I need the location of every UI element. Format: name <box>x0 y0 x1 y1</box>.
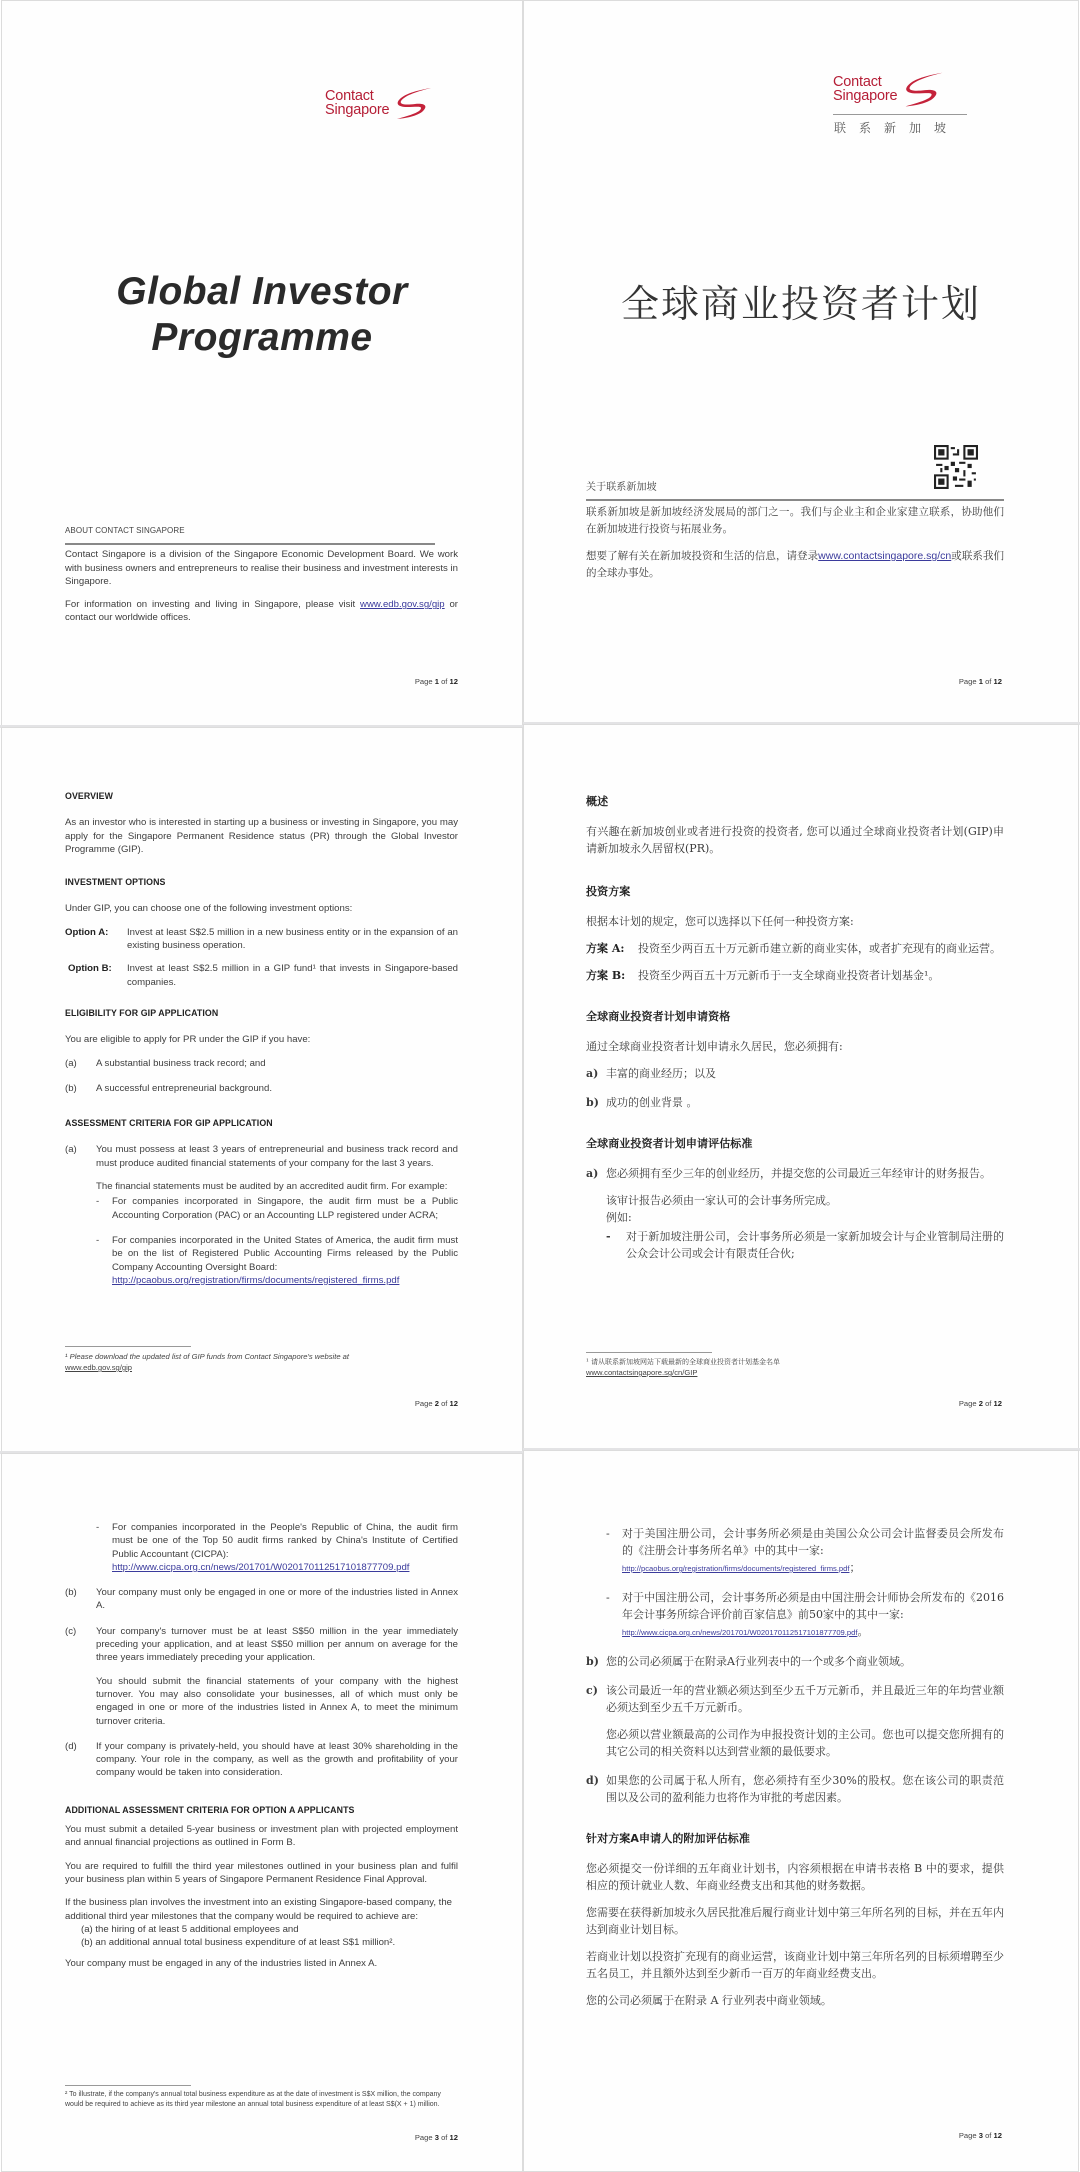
overview-heading: 概述 <box>586 795 609 808</box>
criteria-a-text: You must possess at least 3 years of entrepreneurial and business track record and must produce audited financial statements of your company for the last 3 years. <box>96 1144 458 1169</box>
criteria-a-text: 您必须拥有至少三年的创业经历，并提交您的公司最近三年经审计的财务报告。 <box>606 1167 991 1180</box>
option-label: Option B: <box>68 963 112 975</box>
eligibility-item: (b) A successful entrepreneurial background. <box>65 1082 272 1094</box>
about-section <box>586 479 1004 592</box>
investment-options-heading: INVESTMENT OPTIONS <box>65 877 166 888</box>
logo-text-line2: Singapore <box>325 102 390 118</box>
additional-p3: If the business plan involves the investment into an existing Singapore-based company, the additional third year milestones that the company would be required to achieve are: <box>65 1897 453 1922</box>
criteria-item-a: (a) You must possess at least 3 years of entrepreneurial and business track record and must produce audited financial statements of your company for the last 3 years. The financial statements must be audited by an accredited audit firm. For example: - For companies incorporated in Singapore, the audit firm must be a Public Accounting Corporation (PAC) or an Accounting LLP registered under ACRA; - For companies incorporated in the United States of America, the audit firm must be on the list of Registered Public Accounting Firms released by the Public Company Accounting Oversight Board: http://pcaobus.org/registration/firms/documents/registered_firms.pdf <box>65 1144 458 1286</box>
about-heading: 关于联系新加坡 <box>586 482 657 493</box>
page-number: Page 3 of 12 <box>414 2133 458 2142</box>
page-title-en <box>2 269 522 361</box>
criteria-item-d: d) 如果您的公司属于私人所有，您必须持有至少30%的股权。您在该公司的职责范围以及公司的盈利能力也将作为审批的考虑因素。 <box>586 1774 1004 1804</box>
page-title-cn: 全球商业投资者计划 <box>620 282 981 326</box>
additional-p4: Your company must be engaged in any of the industries listed in Annex A. <box>65 1958 378 1970</box>
footnote <box>586 1352 1004 1378</box>
criteria-item-d: (d) If your company is privately-held, you should have at least 30% shareholding in the company. Your role in the company, as well as the growth and profitability of your company would be taken into consideration. <box>65 1740 458 1779</box>
options-intro: Under GIP, you can choose one of the following investment options: <box>65 903 353 915</box>
info-prefix: 想要了解有关在新加坡投资和生活的信息，请登录 <box>586 550 819 562</box>
logo-text-line1: Contact <box>833 74 882 90</box>
logo-chinese-name: 联系新加坡 <box>834 121 960 135</box>
page-1-chinese <box>523 0 1079 726</box>
page-2-chinese <box>523 724 1079 1450</box>
eligibility-intro: 通过全球商业投资者计划申请永久居民，您必须拥有: <box>586 1040 843 1053</box>
option-text: 投资至少两百五十万元新币于一支全球商业投资者计划基金¹。 <box>638 969 940 982</box>
contact-singapore-logo <box>325 85 437 121</box>
logo-divider <box>833 114 967 115</box>
about-section <box>65 524 458 635</box>
edb-gip-footnote-link[interactable]: www.edb.gov.sg/gip <box>65 1363 132 1372</box>
options-intro: 根据本计划的规定，您可以选择以下任何一种投资方案: <box>586 915 854 928</box>
footnote-text: ¹ Please download the updated list of GIP funds from Contact Singapore's website at <box>65 1352 349 1361</box>
bullet-usa: - 对于美国注册公司，会计事务所必须是由美国公众公司会计监督委员会所发布的《注册会计事务所名单》中的其中一家: http://pcaobus.org/registration/firms/documents/registered_firms.pdf； <box>606 1527 1004 1574</box>
criteria-item-a: a) 您必须拥有至少三年的创业经历，并提交您的公司最近三年经审计的财务报告。 该审计报告必须由一家认可的会计事务所完成。 例如: - 对于新加坡注册公司，会计事务所必须是一家新加坡会计与企业管制局注册的公众会计公司或会计有限责任合伙; <box>586 1167 1004 1260</box>
option-text: Invest at least S$2.5 million in a GIP fund¹ that invests in Singapore-based companies. <box>127 963 458 988</box>
option-label: 方案 B: <box>586 969 626 982</box>
footnote-text: ¹ 请从联系新加坡网站下载最新的全球商业投资者计划基金名单 <box>586 1358 781 1366</box>
cicpa-link[interactable]: http://www.cicpa.org.cn/news/201701/W020170112517101877709.pdf <box>112 1561 410 1573</box>
bullet-china: - 对于中国注册公司，会计事务所必须是由中国注册会计师协会所发布的《2016年会计事务所综合评价前百家信息》前50家中的其中一家: http://www.cicpa.org.cn/news/201701/W020170112517101877709.pdf。 <box>606 1591 1004 1638</box>
footnote-divider <box>65 2085 191 2086</box>
contactsingapore-gip-link[interactable]: www.contactsingapore.sg/cn/GIP <box>586 1368 698 1377</box>
page-number: Page 1 of 12 <box>414 677 458 686</box>
page-2-english <box>1 727 523 1453</box>
edb-gip-link[interactable]: www.edb.gov.sg/gip <box>360 599 445 611</box>
bullet-china: - For companies incorporated in the People's Republic of China, the audit firm must be one of the Top 50 audit firms ranked by China's Institute of Certified Public Accountant (CICPA): http://www.cicpa.org.cn/news/201701/W020170112517101877709.pdf <box>96 1522 458 1573</box>
bullet-singapore: - 对于新加坡注册公司，会计事务所必须是一家新加坡会计与企业管制局注册的公众会计公司或会计有限责任合伙; <box>606 1230 1004 1260</box>
overview-text: As an investor who is interested in starting up a business or investing in Singapore, you may apply for the Singapore Permanent Residence status (PR) through the Global Investor Programme (GIP). <box>65 817 458 855</box>
additional-p1: You must submit a detailed 5-year business or investment plan with projected employment and annual financial projections as outlined in Form B. <box>65 1824 458 1849</box>
title-line1: Global Investor <box>116 270 408 313</box>
divider <box>65 543 435 545</box>
pcaobus-link[interactable]: http://pcaobus.org/registration/firms/documents/registered_firms.pdf <box>112 1274 400 1286</box>
about-text: Contact Singapore is a division of the Singapore Economic Development Board. We work with business owners and entrepreneurs to realise their business and investment interests in Singapore. <box>65 549 458 587</box>
page-number: Page 3 of 12 <box>958 2131 1002 2140</box>
info-suffix: or contact our worldwide offices. <box>65 599 458 624</box>
criteria-item-b: (b) Your company must only be engaged in one or more of the industries listed in Annex A. <box>65 1587 458 1612</box>
milestones-list <box>65 1923 458 1950</box>
option-a <box>586 940 1004 957</box>
divider <box>586 499 1004 501</box>
criteria-item-b: b) 您的公司必须属于在附录A行业列表中的一个或多个商业领域。 <box>586 1655 911 1668</box>
logo-text-line1: Contact <box>325 88 374 104</box>
milestone-item: (a) the hiring of at least 5 additional employees and <box>81 1923 299 1935</box>
cicpa-link[interactable]: http://www.cicpa.org.cn/news/201701/W020170112517101877709.pdf <box>622 1628 858 1637</box>
contact-singapore-logo <box>833 69 949 109</box>
eligibility-item: a) 丰富的商业经历；以及 <box>586 1067 716 1080</box>
info-text <box>65 598 458 625</box>
assessment-criteria-heading: ASSESSMENT CRITERIA FOR GIP APPLICATION <box>65 1118 273 1129</box>
footnote-divider <box>65 1346 191 1347</box>
page-3-english <box>1 1453 523 2172</box>
overview-heading: OVERVIEW <box>65 791 114 801</box>
criteria-a-audit: The financial statements must be audited by an accredited audit firm. For example: <box>96 1181 448 1193</box>
bullet-singapore: - For companies incorporated in Singapore, the audit firm must be a Public Accounting Corporation (PAC) or an Accounting LLP registered under ACRA; <box>96 1196 458 1221</box>
option-label: 方案 A: <box>586 942 625 955</box>
additional-p4: 您的公司必须属于在附录 A 行业列表中商业领域。 <box>586 1994 832 2007</box>
footnote <box>65 2085 458 2110</box>
eligibility-item: (a) A substantial business track record; and <box>65 1057 266 1069</box>
option-label: Option A: <box>65 926 109 938</box>
additional-criteria-heading: ADDITIONAL ASSESSMENT CRITERIA FOR OPTION A APPLICANTS <box>65 1804 355 1815</box>
eligibility-intro: You are eligible to apply for PR under the GIP if you have: <box>65 1034 311 1046</box>
page-3-chinese <box>523 1450 1079 2172</box>
additional-p3: 若商业计划以投资扩充现有的商业运营，该商业计划中第三年所名列的目标须增聘至少五名员工，并且额外达到至少新币一百万的年商业经费支出。 <box>586 1950 1004 1980</box>
criteria-item-c: (c) Your company's turnover must be at least S$50 million in the year immediately preceding your application, and at least S$50 million per annum on average for the three years immediately preceding your application. You should submit the financial statements of your company with the highest turnover. You may also consolidate your businesses, all of which must only be engaged in one or more of the industries listed in Annex A, to meet the minimum turnover criteria. <box>65 1625 458 1727</box>
page-2-cn-body <box>586 793 1004 1286</box>
overview-text: 有兴趣在新加坡创业或者进行投资的投资者, 您可以通过全球商业投资者计划(GIP)申请新加坡永久居留权(PR)。 <box>586 825 1004 855</box>
milestone-item: (b) an additional annual total business expenditure of at least S$1 million². <box>81 1937 396 1949</box>
page-number: Page 1 of 12 <box>958 677 1002 686</box>
info-prefix: For information on investing and living in Singapore, please visit <box>65 599 361 611</box>
eligibility-item: b) 成功的创业背景 。 <box>586 1096 698 1109</box>
option-text: 投资至少两百五十万元新币建立新的商业实体，或者扩充现有的商业运营。 <box>638 942 1001 955</box>
option-text: Invest at least S$2.5 million in a new business entity or in the expansion of an existing business operation. <box>127 926 458 952</box>
swoosh-s-icon <box>899 69 949 109</box>
option-b <box>65 962 458 989</box>
page-3-en-body <box>65 1519 458 1981</box>
footnote-divider <box>586 1352 712 1353</box>
pcaobus-link[interactable]: http://pcaobus.org/registration/firms/documents/registered_firms.pdf <box>622 1564 850 1573</box>
additional-p2: 您需要在获得新加坡永久居民批准后履行商业计划中第三年所名列的目标，并在五年内达到商业计划目标。 <box>586 1906 1004 1936</box>
eligibility-heading: 全球商业投资者计划申请资格 <box>586 1010 731 1023</box>
page-1-english <box>1 0 523 726</box>
criteria-item-c: c) 该公司最近一年的营业额必须达到至少五千万元新币，并且最近三年的年均营业额必须达到至少五千万元新币。 您必须以营业额最高的公司作为申报投资计划的主公司。您也可以提交您所拥有的其它公司的相关资料以达到营业额的最低要求。 <box>586 1684 1004 1758</box>
option-a <box>65 926 458 953</box>
swoosh-s-icon <box>391 85 437 121</box>
contactsingapore-cn-link[interactable]: www.contactsingapore.sg/cn <box>818 550 952 562</box>
page-3-cn-body <box>586 1523 1004 2019</box>
page-2-en-body <box>65 790 458 1311</box>
info-suffix: 或联系我们的全球办事处。 <box>586 550 1005 579</box>
criteria-a-example: 例如: <box>606 1211 632 1224</box>
logo-text-line2: Singapore <box>833 88 898 104</box>
title-line2: Programme <box>151 316 373 359</box>
option-b <box>586 967 1004 984</box>
assessment-criteria-heading: 全球商业投资者计划申请评估标准 <box>586 1137 753 1150</box>
info-text <box>586 548 1004 582</box>
page-number: Page 2 of 12 <box>958 1399 1002 1408</box>
about-text: 联系新加坡是新加坡经济发展局的部门之一。我们与企业主和企业家建立联系，协助他们在新加坡进行投资与拓展业务。 <box>586 506 1004 535</box>
footnote <box>65 1346 458 1373</box>
footnote-text: ² To illustrate, if the company's annual total business expenditure as at the date of investment is S$X million, the company would be required to achieve as its third year milestone an annual total business expenditure of at least S$(X + 1) million. <box>65 2091 441 2108</box>
bullet-usa: - For companies incorporated in the United States of America, the audit firm must be on the list of Registered Public Accounting Firms released by the Public Company Accounting Oversight Board: http://pcaobus.org/registration/firms/documents/registered_firms.pdf <box>96 1234 458 1286</box>
eligibility-heading: ELIGIBILITY FOR GIP APPLICATION <box>65 1007 219 1018</box>
investment-options-heading: 投资方案 <box>586 885 631 898</box>
additional-p1: 您必须提交一份详细的五年商业计划书，内容须根据在申请书表格 B 中的要求，提供相应的预计就业人数、年商业经费支出和其他的财务数据。 <box>586 1862 1004 1892</box>
criteria-a-audit: 该审计报告必须由一家认可的会计事务所完成。 <box>606 1194 837 1207</box>
about-heading: ABOUT CONTACT SINGAPORE <box>65 526 185 535</box>
page-number: Page 2 of 12 <box>414 1399 458 1408</box>
additional-p2: You are required to fulfill the third year milestones outlined in your business plan and fulfil your business plan within 5 years of Singapore Permanent Residence Final Approval. <box>65 1860 458 1885</box>
additional-criteria-heading: 针对方案A申请人的附加评估标准 <box>586 1832 751 1845</box>
